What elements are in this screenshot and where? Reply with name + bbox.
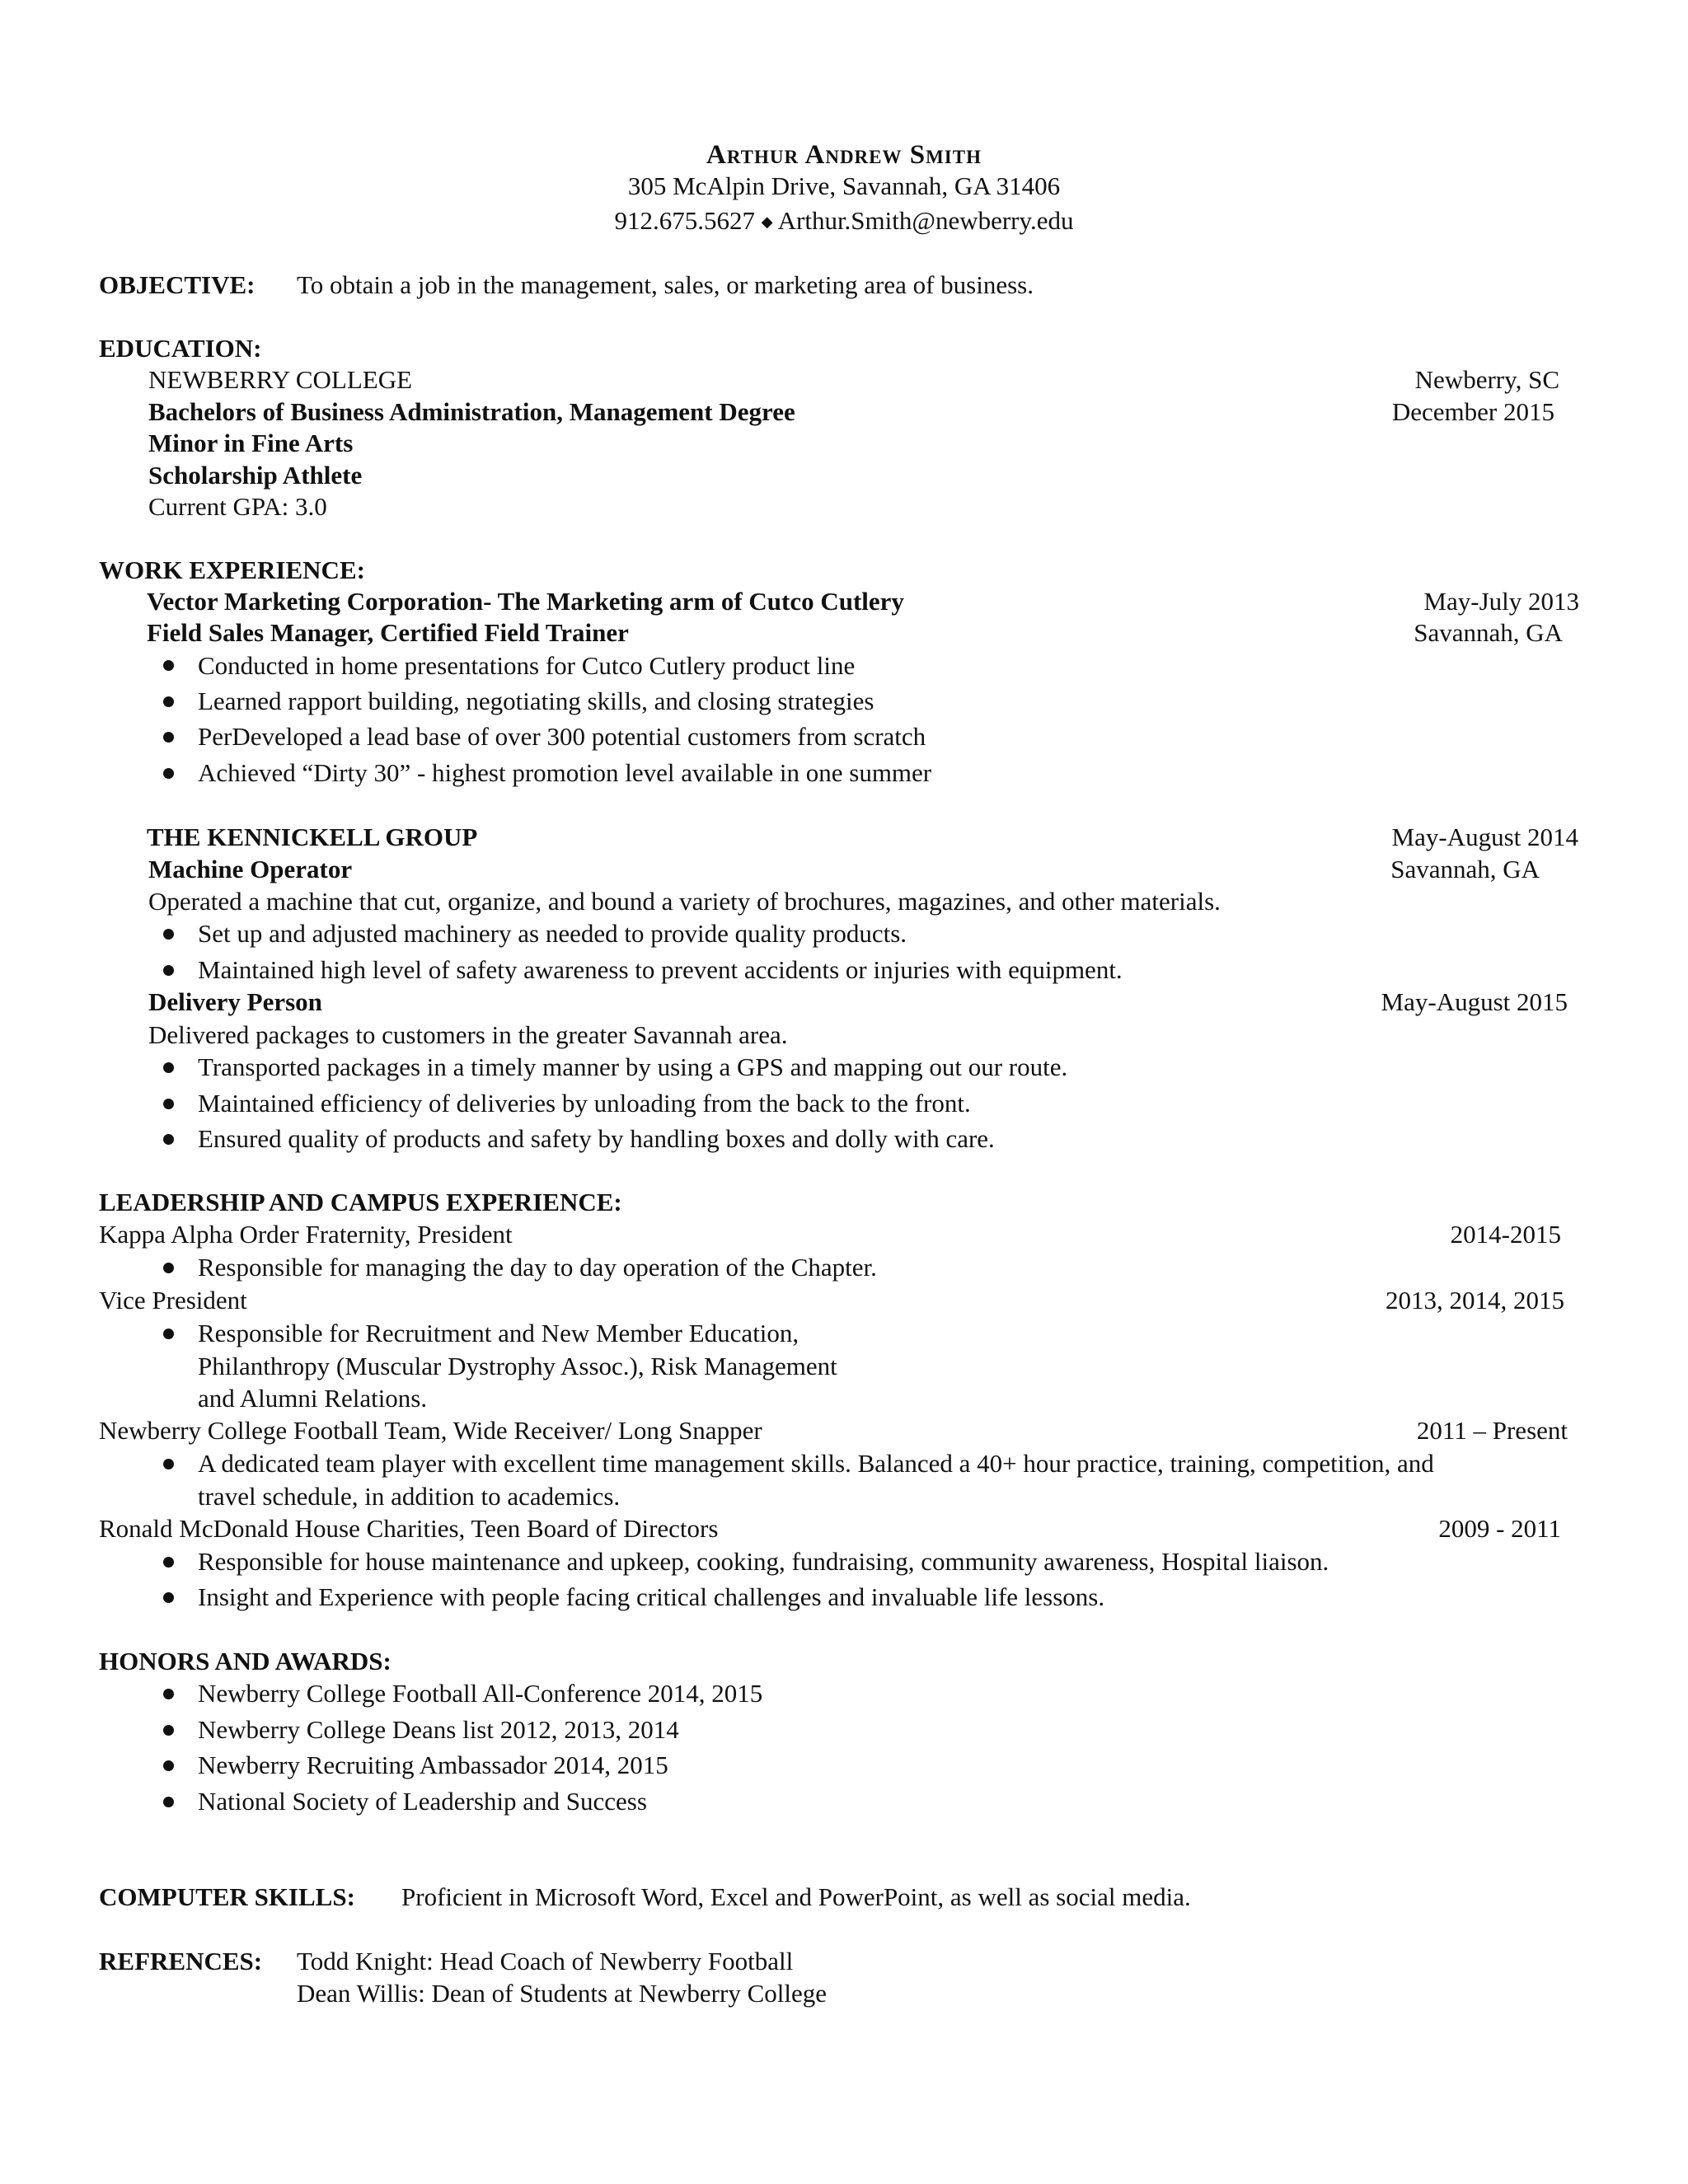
degree: Bachelors of Business Administration, Management Degree xyxy=(148,397,795,426)
bullet-icon xyxy=(163,1725,174,1736)
reference-line: Dean Willis: Dean of Students at Newberry College xyxy=(297,1979,827,2008)
bullet-icon xyxy=(163,1760,174,1771)
bullet-icon xyxy=(163,1329,174,1339)
bullet-icon xyxy=(163,1062,174,1073)
list-item: Newberry College Football All-Conference 2014, 2015 xyxy=(198,1679,763,1708)
phone: 912.675.5627 xyxy=(614,206,755,235)
list-item: Newberry Recruiting Ambassador 2014, 2015 xyxy=(198,1750,668,1779)
bullet-icon xyxy=(163,1689,174,1699)
machine-operator-title: Machine Operator xyxy=(148,855,353,883)
diamond-separator-icon: ◆ xyxy=(761,213,773,230)
list-item: Responsible for Recruitment and New Member Education, xyxy=(198,1319,799,1347)
list-item: Set up and adjusted machinery as needed to provide quality products. xyxy=(198,919,907,948)
objective-text: To obtain a job in the management, sales, or marketing area of business. xyxy=(297,270,1034,299)
minor: Minor in Fine Arts xyxy=(148,429,354,457)
bullet-icon xyxy=(163,732,174,743)
machine-operator-desc: Operated a machine that cut, organize, and bound a variety of brochures, magazines, and other materials. xyxy=(148,887,1221,916)
email: Arthur.Smith@newberry.edu xyxy=(777,206,1074,235)
leadership-heading: LEADERSHIP AND CAMPUS EXPERIENCE: xyxy=(99,1188,622,1216)
school-name: NEWBERRY COLLEGE xyxy=(148,365,413,394)
football-date: 2011 – Present xyxy=(1416,1416,1568,1445)
list-item: Maintained efficiency of deliveries by unloading from the back to the front. xyxy=(198,1089,971,1118)
contact-line xyxy=(0,208,1688,233)
list-item: PerDeveloped a lead base of over 300 potential customers from scratch xyxy=(198,722,926,751)
bullet-icon xyxy=(163,1263,174,1273)
kennickell-company: THE KENNICKELL GROUP xyxy=(147,823,478,851)
list-item: Newberry College Deans list 2012, 2013, 2014 xyxy=(198,1715,679,1744)
kennickell-date: May-August 2014 xyxy=(1391,823,1578,851)
kennickell-location: Savannah, GA xyxy=(1390,855,1540,883)
school-location: Newberry, SC xyxy=(1414,365,1559,394)
bullet-icon xyxy=(163,1134,174,1145)
bullet-icon xyxy=(163,696,174,707)
list-item-continuation: travel schedule, in addition to academics. xyxy=(198,1482,621,1511)
football-title: Newberry College Football Team, Wide Receiver/ Long Snapper xyxy=(99,1416,762,1445)
vp-title: Vice President xyxy=(99,1286,247,1315)
delivery-date: May-August 2015 xyxy=(1381,987,1568,1016)
list-item: Transported packages in a timely manner by using a GPS and mapping out our route. xyxy=(198,1052,1068,1081)
gpa: Current GPA: 3.0 xyxy=(148,492,327,521)
objective-label: OBJECTIVE: xyxy=(99,270,256,299)
work-heading: WORK EXPERIENCE: xyxy=(99,555,365,584)
list-item: A dedicated team player with excellent time management skills. Balanced a 40+ hour practice, training, competition, and xyxy=(198,1449,1434,1478)
rmhc-date: 2009 - 2011 xyxy=(1438,1514,1561,1543)
ka-date: 2014-2015 xyxy=(1450,1220,1561,1249)
list-item: National Society of Leadership and Success xyxy=(198,1787,647,1816)
list-item: Responsible for managing the day to day operation of the Chapter. xyxy=(198,1253,877,1282)
vector-location: Savannah, GA xyxy=(1414,618,1563,647)
list-item: Conducted in home presentations for Cutco Cutlery product line xyxy=(198,651,856,680)
references-label: REFRENCES: xyxy=(99,1947,263,1975)
delivery-person-title: Delivery Person xyxy=(148,987,322,1016)
bullet-icon xyxy=(163,1099,174,1109)
ka-title: Kappa Alpha Order Fraternity, President xyxy=(99,1220,513,1249)
bullet-icon xyxy=(163,1557,174,1568)
vector-date: May-July 2013 xyxy=(1423,587,1579,616)
reference-line: Todd Knight: Head Coach of Newberry Football xyxy=(297,1947,794,1975)
education-heading: EDUCATION: xyxy=(99,334,262,363)
list-item: Ensured quality of products and safety by handling boxes and dolly with care. xyxy=(198,1124,995,1153)
bullet-icon xyxy=(163,929,174,940)
bullet-icon xyxy=(163,768,174,779)
bullet-icon xyxy=(163,660,174,671)
list-item: Responsible for house maintenance and upkeep, cooking, fundraising, community awareness, Hospital liaison. xyxy=(198,1547,1329,1576)
skills-text: Proficient in Microsoft Word, Excel and PowerPoint, as well as social media. xyxy=(401,1882,1191,1911)
vector-company: Vector Marketing Corporation- The Marketing arm of Cutco Cutlery xyxy=(147,587,904,616)
delivery-desc: Delivered packages to customers in the greater Savannah area. xyxy=(148,1020,788,1049)
skills-label: COMPUTER SKILLS: xyxy=(99,1882,355,1911)
address: 305 McAlpin Drive, Savannah, GA 31406 xyxy=(627,171,1061,200)
graduation-date: December 2015 xyxy=(1391,397,1554,426)
resume-name: Arthur Andrew Smith xyxy=(706,140,982,170)
list-item: Achieved “Dirty 30” - highest promotion level available in one summer xyxy=(198,758,932,787)
list-item-continuation: and Alumni Relations. xyxy=(198,1384,428,1413)
vector-title: Field Sales Manager, Certified Field Trainer xyxy=(147,618,629,647)
list-item-continuation: Philanthropy (Muscular Dystrophy Assoc.), Risk Management xyxy=(198,1352,837,1380)
bullet-icon xyxy=(163,1592,174,1603)
vp-date: 2013, 2014, 2015 xyxy=(1386,1286,1564,1315)
list-item: Maintained high level of safety awareness to prevent accidents or injuries with equipment. xyxy=(198,955,1123,984)
list-item: Learned rapport building, negotiating skills, and closing strategies xyxy=(198,687,874,715)
bullet-icon xyxy=(163,965,174,976)
bullet-icon xyxy=(163,1797,174,1807)
rmhc-title: Ronald McDonald House Charities, Teen Board of Directors xyxy=(99,1514,719,1543)
scholarship: Scholarship Athlete xyxy=(148,461,363,490)
bullet-icon xyxy=(163,1459,174,1469)
list-item: Insight and Experience with people facing critical challenges and invaluable life lessons. xyxy=(198,1582,1105,1611)
honors-heading: HONORS AND AWARDS: xyxy=(99,1647,392,1675)
